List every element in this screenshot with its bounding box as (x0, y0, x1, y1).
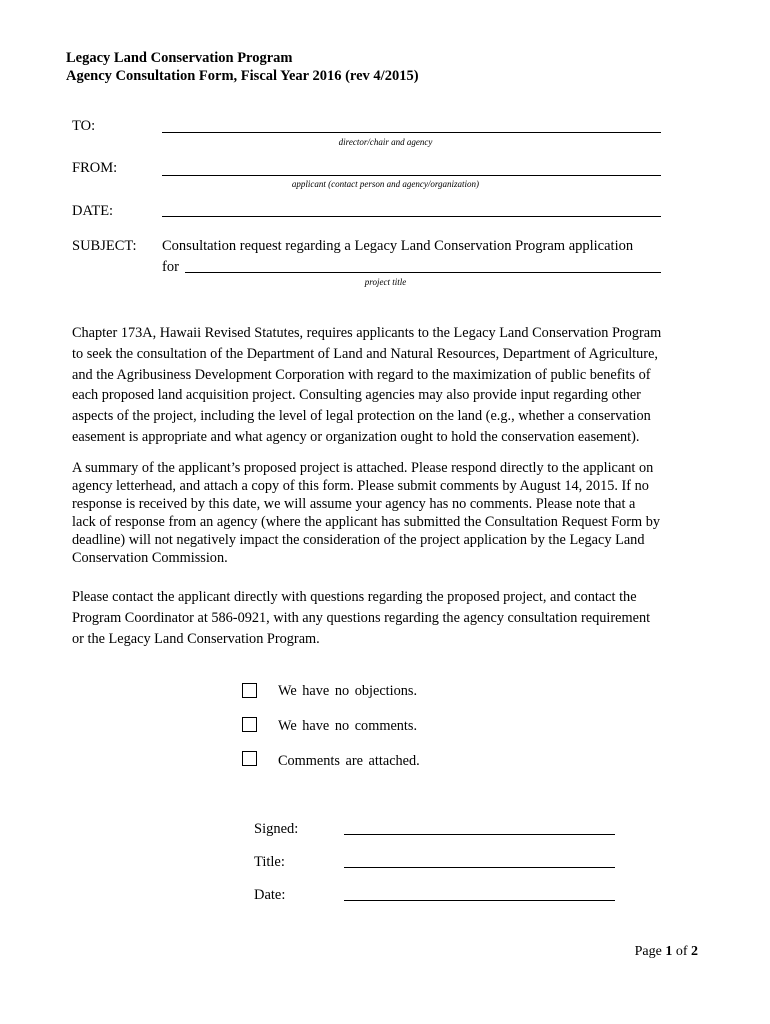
signed-field[interactable] (344, 834, 615, 835)
date-label: DATE: (72, 203, 114, 219)
paragraph-line: response is received by this date, we will assume your agency has no comments. Please note that a (72, 496, 636, 512)
project-title-field[interactable] (185, 272, 661, 273)
page-word: Page (634, 944, 662, 959)
to-caption: director/chair and agency (338, 137, 433, 147)
program-title: Legacy Land Conservation Program (66, 50, 293, 66)
no-objections-label: We have no objections. (278, 683, 418, 699)
of-word: of (675, 944, 688, 959)
page-number (635, 944, 698, 960)
comments-attached-label: Comments are attached. (278, 753, 420, 769)
page-current: 1 (665, 944, 673, 959)
paragraph-line: deadline) will not negatively impact the consideration of the project application by the Legacy Land (72, 532, 645, 548)
date-field[interactable] (162, 216, 661, 217)
subject-text: Consultation request regarding a Legacy Land Conservation Program application (162, 238, 634, 254)
paragraph-line: Program Coordinator at 586-0921, with any questions regarding the agency consultation requirement (72, 609, 651, 626)
paragraph-contact (72, 587, 698, 649)
subject-label: SUBJECT: (72, 238, 137, 254)
signature-date-field[interactable] (344, 900, 615, 901)
title-label: Title: (254, 854, 285, 870)
for-label: for (162, 259, 179, 275)
paragraph-line: and the Agribusiness Development Corporation with regard to the maximization of public benefits of (72, 366, 651, 383)
no-comments-label: We have no comments. (278, 718, 418, 734)
from-label: FROM: (72, 160, 118, 176)
no-objections-checkbox[interactable] (242, 683, 257, 698)
no-comments-checkbox[interactable] (242, 717, 257, 732)
paragraph-statute (72, 323, 698, 448)
to-field[interactable] (162, 132, 661, 133)
from-caption: applicant (contact person and agency/organization) (291, 179, 480, 189)
title-field[interactable] (344, 867, 615, 868)
paragraph-line: A summary of the applicant’s proposed project is attached. Please respond directly to the applicant on (72, 460, 654, 476)
signature-date-label: Date: (254, 887, 286, 903)
paragraph-line: easement is appropriate and what agency or organization ought to hold the conservation easement). (72, 428, 640, 445)
project-title-caption: project title (364, 277, 407, 287)
signed-label: Signed: (254, 821, 299, 837)
paragraph-line: aspects of the project, including the level of legal protection on the land (e.g., whether a conservation (72, 408, 651, 425)
form-title: Agency Consultation Form, Fiscal Year 2016 (rev 4/2015) (66, 68, 419, 84)
to-label: TO: (72, 118, 96, 134)
paragraph-line: lack of response from an agency (where the applicant has submitted the Consultation Request Form by (72, 514, 661, 530)
paragraph-line: Chapter 173A, Hawaii Revised Statutes, requires applicants to the Legacy Land Conservation Program (72, 325, 662, 341)
paragraph-line: Conservation Commission. (72, 550, 228, 566)
paragraph-line: Please contact the applicant directly with questions regarding the proposed project, and contact the (72, 589, 637, 605)
paragraph-line: or the Legacy Land Conservation Program. (72, 630, 320, 647)
paragraph-line: agency letterhead, and attach a copy of this form. Please submit comments by August 14, 2015. If no (72, 478, 649, 494)
page-total: 2 (691, 944, 698, 959)
paragraph-line: each proposed land acquisition project. Consulting agencies may also provide input regarding other (72, 387, 641, 404)
comments-attached-checkbox[interactable] (242, 751, 257, 766)
paragraph-summary (72, 459, 698, 567)
from-field[interactable] (162, 175, 661, 176)
paragraph-line: to seek the consultation of the Department of Land and Natural Resources, Department of Agriculture, (72, 345, 658, 362)
